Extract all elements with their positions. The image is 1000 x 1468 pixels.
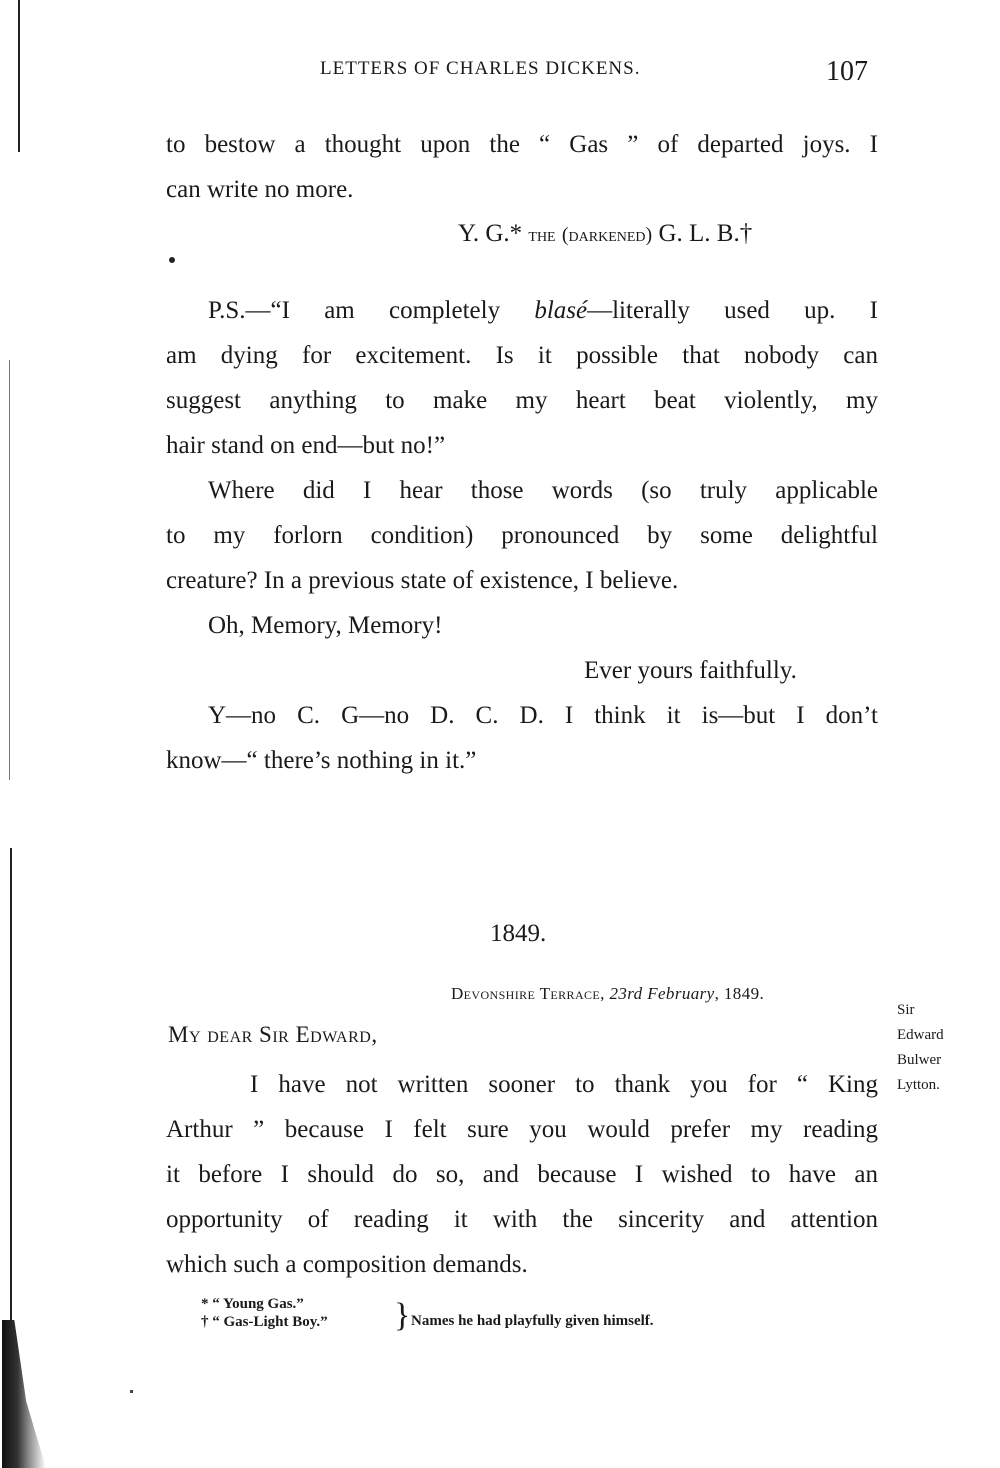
signoff-darkened: (darkened) [561, 224, 653, 246]
dateline-place: Devonshire Terrace, [451, 984, 610, 1003]
text-line: to bestow a thought upon the “ Gas ” of departed joys. I [166, 131, 878, 158]
scan-edge-shadow [2, 1320, 46, 1468]
text-line: suggest anything to make my heart beat violently, my [166, 387, 878, 414]
margin-note-line: Lytton. [897, 1077, 940, 1093]
salutation: My dear Sir Edward, [168, 1022, 378, 1047]
text-span: P.S.—“I am completely [208, 297, 535, 324]
letter-two-body [166, 1062, 878, 1287]
signoff-glb: G. L. B.† [652, 220, 753, 247]
signoff-the: the [528, 224, 556, 246]
running-title: LETTERS OF CHARLES DICKENS. [320, 58, 641, 79]
text-line: Where did I hear those words (so truly applicable [208, 477, 878, 504]
footnote-dagger: † “ Gas-Light Boy.” [201, 1314, 328, 1330]
text-line: creature? In a previous state of existence, I believe. [166, 567, 679, 594]
text-line: Y—no C. G—no D. C. D. I think it is—but I don’t [208, 702, 878, 729]
closing: Ever yours faithfully. [584, 657, 797, 684]
signoff [458, 220, 752, 248]
text-line: know—“ there’s nothing in it.” [166, 747, 477, 774]
text-line: can write no more. [166, 176, 354, 203]
dateline-date: 23rd February [609, 984, 715, 1003]
text-line: to my forlorn condition) pronounced by some delightful [166, 522, 878, 549]
text-line: Oh, Memory, Memory! [208, 612, 443, 639]
dateline [451, 984, 764, 1004]
text-line: opportunity of reading it with the sincerity and attention [166, 1206, 878, 1233]
stray-mark [130, 1390, 133, 1393]
footnote-brace: } [394, 1297, 411, 1334]
text-span: —literally used up. I [587, 297, 878, 324]
margin-note-line: Edward [897, 1027, 944, 1043]
text-line: Arthur ” because I felt sure you would prefer my reading [166, 1116, 878, 1143]
scan-edge-line [10, 848, 12, 1328]
text-line: am dying for excitement. Is it possible that nobody can [166, 342, 878, 369]
postscript [166, 288, 878, 783]
margin-note [897, 998, 944, 1098]
text-line: it before I should do so, and because I wished to have an [166, 1161, 878, 1188]
year-heading: 1849. [490, 920, 547, 947]
stray-mark [169, 257, 175, 263]
text-line [166, 288, 878, 333]
italic-word: blasé [534, 297, 588, 324]
text-line: which such a composition demands. [166, 1251, 528, 1278]
text-line: hair stand on end—but no!” [166, 432, 446, 459]
signoff-initials: Y. G.* [458, 220, 529, 247]
dateline-year: , 1849. [714, 984, 765, 1003]
footnotes [201, 1295, 654, 1334]
letter-one-opening [166, 122, 878, 212]
scan-edge-line [9, 360, 10, 780]
margin-note-line: Bulwer [897, 1052, 942, 1068]
footnote-star: * “ Young Gas.” [201, 1296, 304, 1312]
text-line: I have not written sooner to thank you for “ King [250, 1071, 878, 1098]
page-number: 107 [826, 56, 868, 87]
scan-edge-line [18, 0, 20, 152]
margin-note-line: Sir [897, 1002, 915, 1018]
footnote-explanation: Names he had playfully given himself. [411, 1313, 654, 1329]
